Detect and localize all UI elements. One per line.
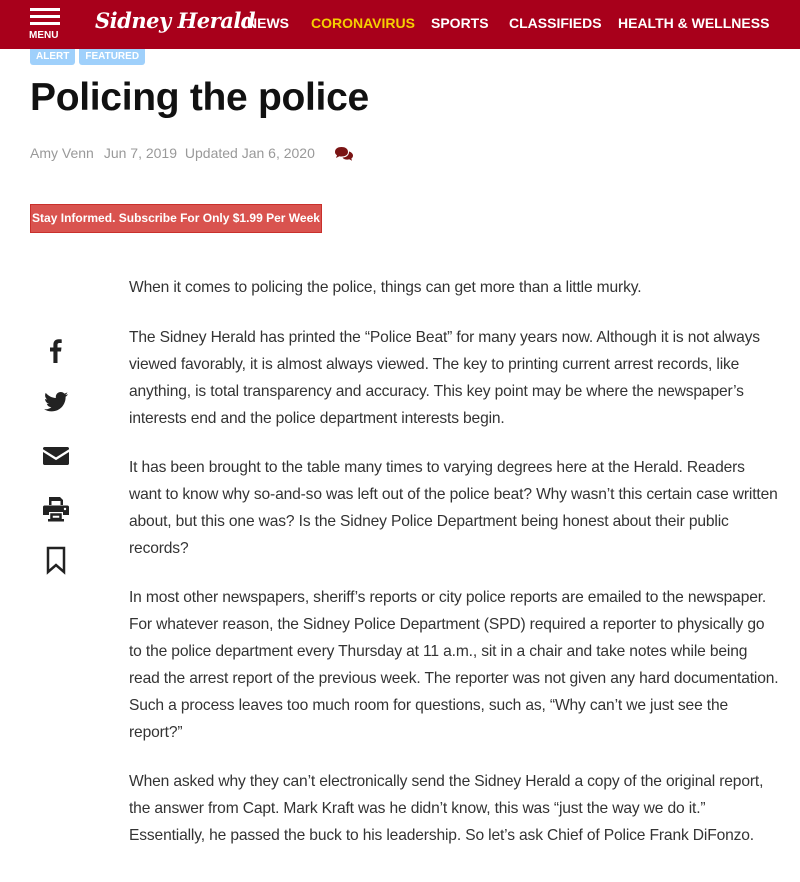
article-title: Policing the police bbox=[30, 76, 369, 119]
nav-classifieds[interactable]: CLASSIFIEDS bbox=[509, 15, 602, 31]
nav-news[interactable]: NEWS bbox=[247, 15, 289, 31]
facebook-icon[interactable] bbox=[40, 334, 72, 366]
article-tags bbox=[30, 49, 145, 65]
bookmark-icon[interactable] bbox=[40, 544, 72, 576]
article-paragraph: When asked why they can’t electronically send the Sidney Herald a copy of the original report, the answer from Capt. Mark Kraft was he didn’t know, this was “just the way we do it.” Essentially, he passed the buck to his leadership. So let’s ask Chief of Police Frank DiFonzo. bbox=[129, 773, 764, 844]
tag-alert[interactable]: ALERT bbox=[30, 49, 75, 65]
email-icon[interactable] bbox=[40, 440, 72, 472]
menu-button[interactable] bbox=[28, 8, 64, 44]
publish-date: Jun 7, 2019 bbox=[103, 145, 177, 161]
hamburger-icon bbox=[30, 8, 60, 11]
site-logo[interactable]: Sidney Herald bbox=[95, 8, 256, 33]
hamburger-icon-bar bbox=[30, 22, 60, 25]
menu-label: MENU bbox=[29, 30, 59, 41]
hamburger-icon-bar bbox=[30, 15, 60, 18]
nav-coronavirus[interactable]: CORONAVIRUS bbox=[311, 15, 415, 31]
article-byline bbox=[30, 145, 325, 161]
author-name[interactable]: Amy Venn bbox=[30, 145, 94, 161]
article-paragraph: In most other newspapers, sheriff’s reports or city police reports are emailed to the newspaper. For whatever reason, the Sidney Police Department (SPD) required a reporter to physically go to the police department every Thursday at 11 a.m., sit in a chair and take notes while being read the arrest report of the previous week. The reporter was not given any hard documentation. Such a process leaves too much room for questions, such as, “Why can’t we just see the report?” bbox=[129, 589, 779, 741]
print-icon[interactable] bbox=[40, 493, 72, 525]
article-paragraph: It has been brought to the table many times to varying degrees here at the Herald. Readers want to know why so-and-so was left out of the police beat? Why wasn’t this certain case written about, but this one was? Is the Sidney Police Department being honest about their public records? bbox=[129, 459, 778, 557]
article-body bbox=[129, 274, 781, 871]
tag-featured[interactable]: FEATURED bbox=[79, 49, 145, 65]
nav-sports[interactable]: SPORTS bbox=[431, 15, 489, 31]
top-navigation-bar bbox=[0, 0, 800, 49]
subscribe-button[interactable]: Stay Informed. Subscribe For Only $1.99 Per Week bbox=[30, 204, 322, 233]
article-paragraph: When it comes to policing the police, things can get more than a little murky. bbox=[129, 279, 642, 296]
twitter-icon[interactable] bbox=[40, 386, 72, 418]
comments-icon[interactable] bbox=[334, 146, 354, 162]
article-paragraph: The Sidney Herald has printed the “Police Beat” for many years now. Although it is not always viewed favorably, it is almost always viewed. The key to printing current arrest records, like anything, is total transparency and accuracy. This key point may be where the newspaper’s interests end and the police department interests begin. bbox=[129, 329, 760, 427]
updated-date: Updated Jan 6, 2020 bbox=[184, 145, 315, 161]
nav-health-wellness[interactable]: HEALTH & WELLNESS bbox=[618, 15, 770, 31]
